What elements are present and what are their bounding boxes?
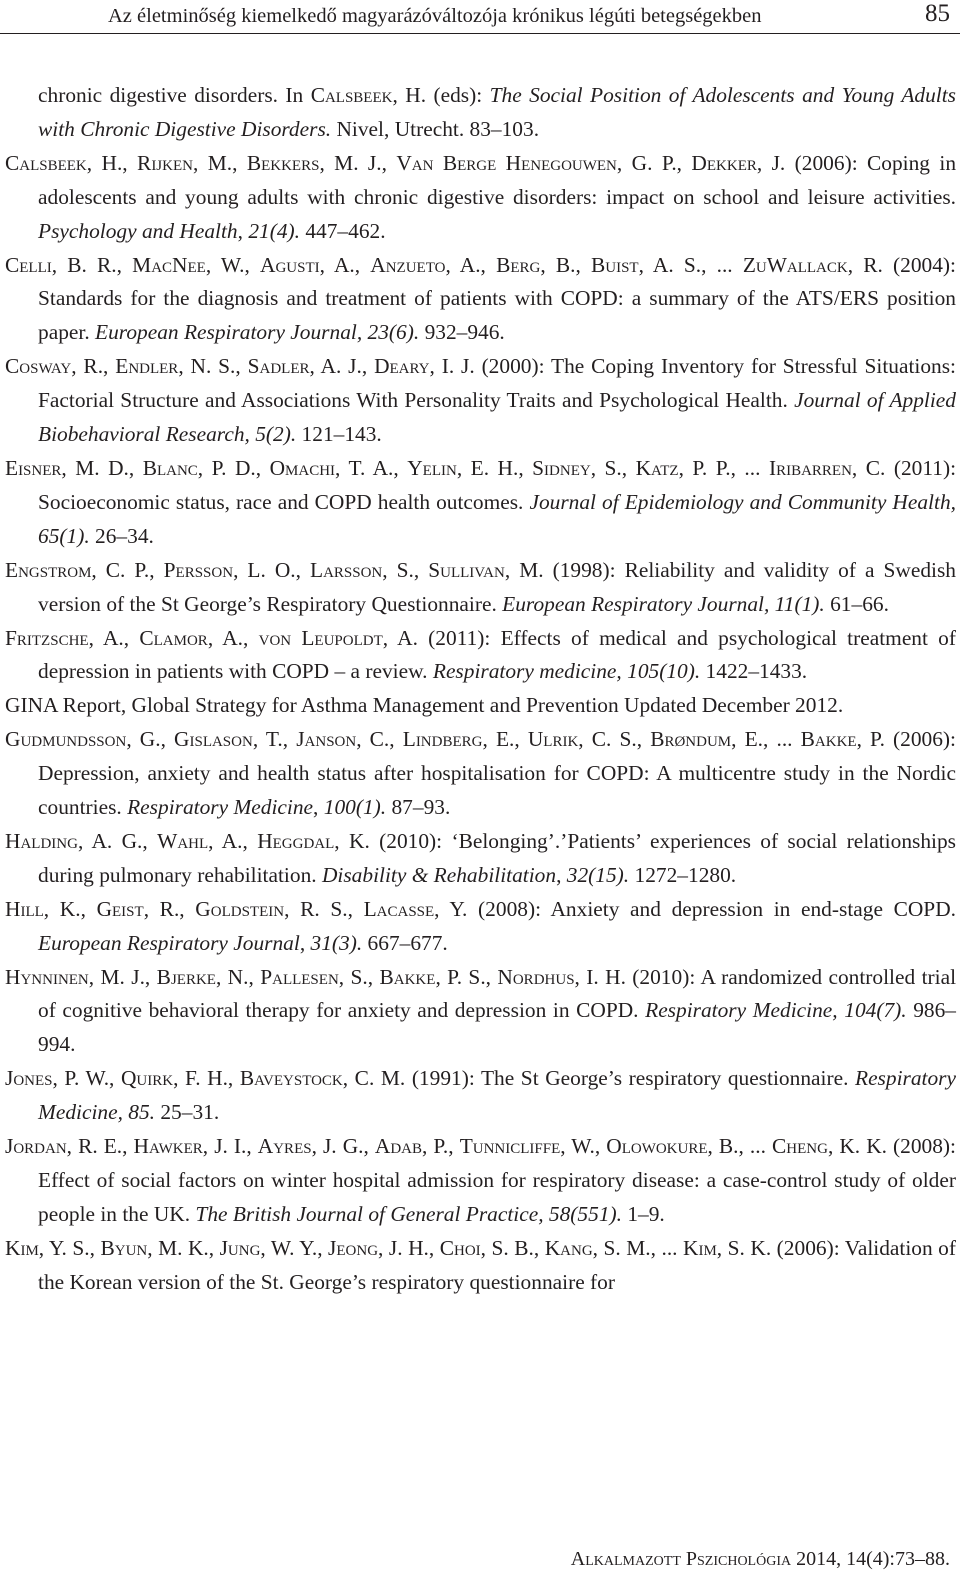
reference-text: ,	[556, 862, 567, 887]
reference-text: , A.,	[319, 252, 371, 277]
reference-entry	[5, 1232, 956, 1300]
reference-text: , W. Y.,	[260, 1235, 329, 1260]
author-surname: Ulrik	[527, 727, 579, 752]
reference-text: ,	[313, 795, 324, 820]
reference-text: , E.,	[482, 727, 528, 752]
reference-text: 986–994.	[38, 998, 957, 1057]
reference-text: , Y. S.,	[38, 1235, 101, 1260]
author-surname: Hill	[5, 896, 44, 921]
reference-text: , P. D.,	[197, 455, 270, 480]
author-surname: Halding	[5, 828, 78, 853]
reference-text: , T. A.,	[335, 455, 408, 480]
reference-text: , E. H.,	[456, 455, 533, 480]
source-title: The Social Position of Adolescents and Young Adults with Chronic Digestive Disorders.	[38, 83, 957, 141]
author-surname: Choi	[439, 1235, 481, 1260]
author-surname: Kang	[544, 1235, 593, 1260]
reference-text: 26–34.	[89, 523, 154, 548]
author-surname: Jordan	[5, 1134, 67, 1159]
reference-entry	[5, 622, 956, 690]
running-title: Az életminőség kiemelkedő magyarázóváltozója krónikus légúti betegségekben	[108, 5, 762, 27]
reference-text: , A. G.,	[77, 828, 158, 853]
reference-text: , C.,	[356, 727, 403, 752]
reference-text: , G.,	[126, 727, 175, 752]
author-surname: Bakke	[379, 964, 436, 989]
author-surname: Katz	[635, 455, 679, 480]
reference-text: , B.,	[540, 252, 591, 277]
reference-text: , A.,	[88, 625, 140, 650]
author-surname: Lindberg	[402, 727, 483, 752]
reference-text: , C. P.,	[91, 557, 164, 582]
author-surname: Tunnicliffe	[459, 1134, 561, 1159]
reference-text: , S.,	[338, 964, 380, 989]
reference-entry-continued	[5, 79, 956, 147]
author-surname: Jeong	[328, 1235, 379, 1260]
reference-text: , H. (eds):	[392, 83, 490, 107]
reference-text: , P. S.,	[435, 964, 498, 989]
author-surname: Sullivan	[428, 557, 505, 582]
reference-text: 1–9.	[621, 1201, 665, 1226]
author-surname: Bjerke	[156, 964, 216, 989]
author-surname: Byun	[100, 1235, 148, 1260]
reference-text: , C. S.,	[578, 727, 651, 752]
source-title: Journal of Applied Biobehavioral Research, 5(2).	[38, 388, 956, 447]
reference-text: , N. S.,	[178, 354, 248, 379]
author-surname: Sadler	[247, 354, 310, 379]
source-title: Journal of Epidemiology and Community Health, 65(1).	[38, 489, 956, 548]
reference-text: 121–143.	[296, 422, 382, 447]
reference-entry	[5, 147, 956, 249]
author-surname: Adab	[374, 1134, 423, 1159]
author-surname: Olowokure	[606, 1134, 708, 1159]
author-surname: Jung	[219, 1235, 261, 1260]
reference-text: 1272–1280.	[629, 862, 737, 887]
source-title: Respiratory Medicine, 85.	[38, 1066, 956, 1125]
author-surname: Nordhus	[497, 964, 575, 989]
reference-text: , I. J. (2000): The Coping Inventory for Stressful Situations: Factorial Structure and Associations With Personality Traits and Psychological Health.	[38, 354, 956, 413]
author-surname: Cheng	[772, 1134, 828, 1159]
author-surname: Cosway	[5, 354, 72, 379]
source-title: Respiratory Medicine	[127, 795, 314, 820]
reference-entry	[5, 961, 956, 1063]
author-surname: Kim	[683, 1235, 717, 1260]
reference-text: 87–93.	[386, 795, 451, 820]
reference-text: , F. H.,	[173, 1066, 240, 1091]
reference-text: , B. R.,	[51, 252, 133, 277]
author-surname: Kim	[5, 1235, 39, 1260]
author-surname: Buist	[590, 252, 639, 277]
author-surname: Persson	[163, 557, 234, 582]
source-title: Psychology and Health	[38, 218, 238, 243]
author-surname: Ayres	[257, 1134, 312, 1159]
author-surname: Omachi	[269, 455, 336, 480]
reference-text: , R. S.,	[284, 896, 364, 921]
reference-text: , P. (2006): Depression, anxiety and health status after hospitalisation for COPD: A multicentre study in the Nordic countries.	[38, 727, 956, 820]
reference-text: , N.,	[215, 964, 261, 989]
author-surname: Clamor	[139, 625, 208, 650]
reference-list	[5, 79, 956, 1300]
author-surname: Gislason	[174, 727, 253, 752]
reference-text: , T.,	[252, 727, 297, 752]
reference-text: 25–31.	[155, 1100, 220, 1125]
journal-footer	[571, 1546, 950, 1572]
reference-text: , S. K. (2006): Validation of the Korean version of the St. George’s respiratory questionnaire for	[38, 1235, 956, 1294]
reference-entry	[5, 249, 956, 351]
source-title: 31(3).	[310, 930, 363, 955]
reference-entry	[5, 1062, 956, 1130]
reference-text: , J. G.,	[311, 1134, 375, 1159]
reference-text: ,	[299, 930, 311, 955]
reference-text: , S.,	[382, 557, 429, 582]
reference-entry	[5, 350, 956, 452]
author-surname: Celli	[5, 252, 52, 277]
reference-entry	[5, 452, 956, 554]
reference-text: , A.,	[208, 828, 258, 853]
reference-text: chronic digestive disorders. In	[38, 83, 311, 107]
author-surname: Bakke	[800, 727, 857, 752]
reference-text: , K. K. (2008): Effect of social factors on winter hospital admission for respiratory disease: a case-control study of older people in the UK.	[38, 1134, 957, 1226]
reference-text: 447–462.	[300, 218, 386, 243]
reference-text: , K. (2010): ‘Belonging’.’Patients’ experiences of social relationships during pulmonary rehabilitation.	[38, 828, 956, 887]
reference-text: , B., ...	[707, 1134, 773, 1159]
reference-text: , A. J.,	[309, 354, 375, 379]
reference-text: , C. (2011): Socioeconomic status, race and COPD health outcomes.	[38, 455, 957, 514]
reference-text: 1422–1433.	[700, 659, 808, 684]
reference-entry	[5, 689, 956, 723]
reference-text: , A. S., ...	[638, 252, 743, 277]
reference-text: , R.,	[71, 354, 116, 379]
reference-text: , M. K.,	[147, 1235, 220, 1260]
author-surname: Berg	[496, 252, 541, 277]
author-surname: Sidney	[532, 455, 591, 480]
reference-entry	[5, 1130, 956, 1232]
running-head	[0, 0, 960, 34]
author-surname: Baveystock	[239, 1066, 343, 1091]
reference-text: , S. B.,	[480, 1235, 545, 1260]
reference-text: 667–677.	[362, 930, 448, 955]
author-surname: Bekkers	[246, 150, 320, 175]
author-surname: Anzueto	[370, 252, 446, 277]
reference-text: , K.,	[43, 896, 97, 921]
reference-text: , A. (2011): Effects of medical and psychological treatment of depression in patients with COPD – a review.	[38, 625, 957, 684]
reference-text: , M. (1998): Reliability and validity of a Swedish version of the St George’s Respiratory Questionnaire.	[38, 557, 956, 616]
author-surname: Iribarren	[768, 455, 852, 480]
reference-text: , M.,	[192, 150, 247, 175]
author-surname: ZuWallack	[742, 252, 848, 277]
reference-text: Nivel, Utrecht. 83–103.	[331, 116, 540, 141]
source-title: European Respiratory Journal, 23(6).	[95, 320, 420, 345]
reference-text: , R. (2004): Standards for the diagnosis and treatment of patients with COPD: a summary of the ATS/ERS position paper.	[38, 252, 956, 345]
reference-text: , M. D.,	[61, 455, 143, 480]
source-title: European Respiratory Journal	[38, 930, 300, 955]
reference-text: ,	[237, 218, 249, 243]
author-surname: Lacasse	[363, 896, 435, 921]
author-surname: Yelin	[407, 455, 457, 480]
reference-text: , P. W.,	[52, 1066, 121, 1091]
author-surname: Gudmundsson	[5, 727, 127, 752]
source-title: Respiratory Medicine, 104(7).	[645, 998, 907, 1023]
author-surname: Hawker	[133, 1134, 203, 1159]
reference-entry	[5, 554, 956, 622]
author-surname: Pallesen	[260, 964, 339, 989]
author-surname: Endler	[115, 354, 179, 379]
author-surname: Jones	[5, 1066, 53, 1091]
author-surname: Larsson	[310, 557, 383, 582]
reference-text: 61–66.	[824, 591, 889, 616]
author-surname: Dekker	[691, 150, 757, 175]
reference-text: , W.,	[205, 252, 261, 277]
reference-text: , R. E.,	[66, 1134, 134, 1159]
reference-text: , E., ...	[731, 727, 801, 752]
reference-text: , C. M. (1991): The St George’s respiratory questionnaire.	[342, 1066, 855, 1091]
author-surname: Van Berge Henegouwen	[396, 150, 617, 175]
author-surname: von Leupoldt	[258, 625, 383, 650]
reference-text: , W.,	[560, 1134, 607, 1159]
source-title: 100(1).	[323, 795, 387, 820]
reference-text: , S. M., ...	[592, 1235, 684, 1260]
author-surname: Calsbeek	[5, 150, 87, 175]
reference-text: , S.,	[590, 455, 636, 480]
author-surname: Calsbeek	[310, 83, 393, 107]
reference-entry	[5, 825, 956, 893]
reference-text: 932–946.	[419, 320, 505, 345]
reference-text: , J. H.,	[378, 1235, 440, 1260]
reference-text: , L. O.,	[233, 557, 310, 582]
author-surname: Fritzsche	[5, 625, 89, 650]
source-title: The British Journal of General Practice, 58(551).	[195, 1201, 622, 1226]
reference-text: , P. P., ...	[678, 455, 769, 480]
reference-text: , J. (2006): Coping in adolescents and young adults with chronic digestive disorders: impact on school and leisure activities.	[38, 150, 957, 209]
author-surname: MacNee	[132, 252, 206, 277]
reference-text: GINA Report, Global Strategy for Asthma Management and Prevention Updated December 2012.	[5, 693, 844, 718]
author-surname: Eisner	[5, 455, 62, 480]
author-surname: Wahl	[157, 828, 209, 853]
journal-name: Alkalmazott Pszichológia	[570, 1548, 792, 1570]
author-surname: Geist	[96, 896, 144, 921]
source-title: European Respiratory Journal, 11(1).	[502, 591, 825, 616]
source-title: Disability & Rehabilitation	[321, 862, 557, 887]
author-surname: Hynninen	[5, 964, 89, 989]
reference-text: , J. I.,	[202, 1134, 258, 1159]
author-surname: Heggdal	[257, 828, 335, 853]
reference-text: , P.,	[422, 1134, 460, 1159]
author-surname: Brøndum	[650, 727, 732, 752]
reference-text: , M. J.,	[319, 150, 397, 175]
reference-text: , H.,	[86, 150, 138, 175]
journal-citation: 2014, 14(4):73–88.	[791, 1548, 950, 1570]
author-surname: Agusti	[260, 252, 320, 277]
source-title: Respiratory medicine, 105(10).	[432, 659, 701, 684]
source-title: 21(4).	[248, 218, 300, 243]
author-surname: Rijken	[137, 150, 193, 175]
reference-text: , M. J.,	[88, 964, 157, 989]
author-surname: Quirk	[120, 1066, 174, 1091]
source-title: 32(15).	[566, 862, 630, 887]
author-surname: Goldstein	[195, 896, 285, 921]
author-surname: Engstrom	[5, 557, 92, 582]
reference-text: , R.,	[143, 896, 196, 921]
author-surname: Blanc	[142, 455, 198, 480]
reference-text: , A.,	[207, 625, 259, 650]
reference-entry	[5, 893, 956, 961]
author-surname: Janson	[296, 727, 357, 752]
reference-text: , A.,	[445, 252, 497, 277]
reference-text: , I. H. (2010): A randomized controlled trial of cognitive behavioral therapy for anxiety and depression in COPD.	[38, 964, 957, 1023]
reference-entry	[5, 723, 956, 825]
author-surname: Deary	[374, 354, 430, 379]
reference-text: , G. P.,	[616, 150, 692, 175]
page-number: 85	[925, 0, 950, 27]
reference-text: , Y. (2008): Anxiety and depression in end-stage COPD.	[434, 896, 956, 921]
